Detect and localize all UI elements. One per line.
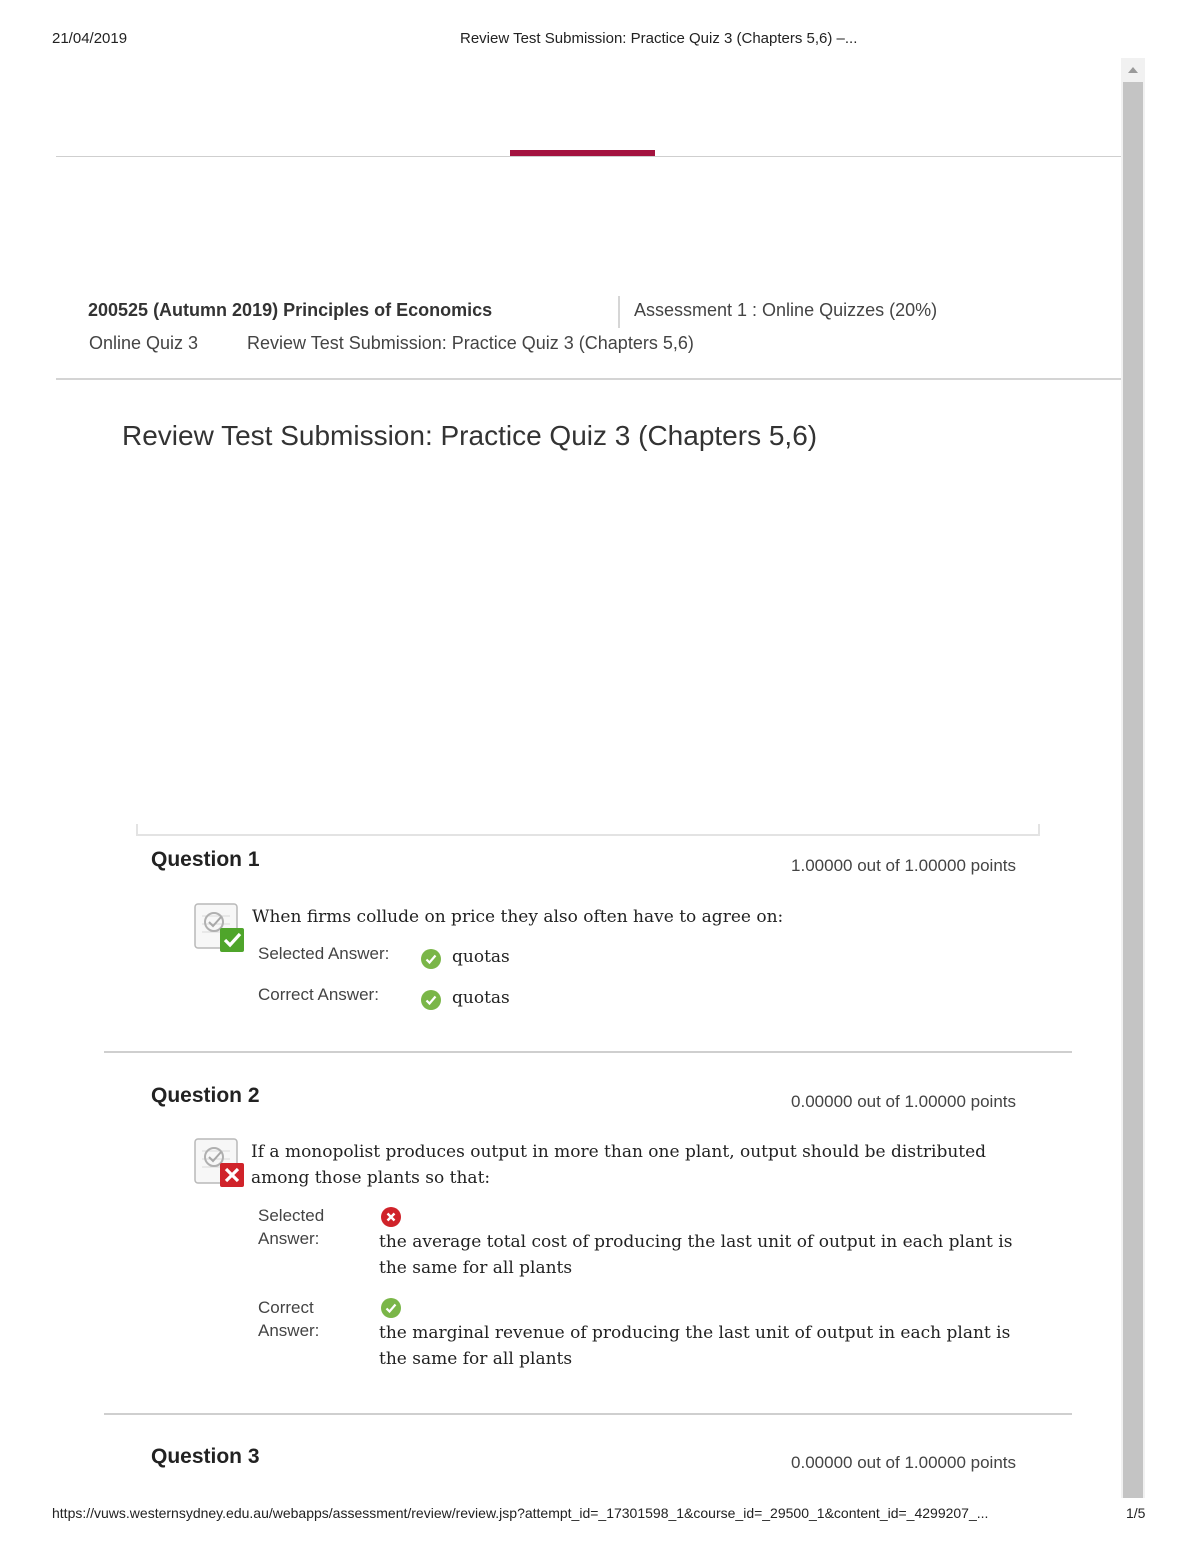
- breadcrumb-current-page: Review Test Submission: Practice Quiz 3 (Chapters 5,6): [247, 333, 694, 353]
- scrollbar-thumb[interactable]: [1123, 82, 1143, 1498]
- page-title: Review Test Submission: Practice Quiz 3 (Chapters 5,6): [122, 420, 818, 451]
- question-incorrect-icon: [194, 1137, 242, 1187]
- correct-answer: quotas: [452, 988, 510, 1008]
- selected-answer-line-1: the average total cost of producing the last unit of output in each plant is: [379, 1232, 1013, 1252]
- selected-label-line-2: Answer:: [258, 1229, 320, 1248]
- correct-answer: [379, 1320, 1019, 1372]
- correct-answer-line-2: the same for all plants: [379, 1349, 573, 1369]
- print-url: https://vuws.westernsydney.edu.au/webapps/assessment/review/review.jsp?attempt_id=_17301598_1&course_id=_29500_1&content_id=_4299207_...: [52, 1505, 989, 1521]
- scroll-up-arrow-icon[interactable]: [1123, 60, 1143, 80]
- question-1-title: Question 1: [151, 848, 260, 871]
- question-2-text: [251, 1139, 1011, 1191]
- top-divider: [56, 156, 1122, 157]
- print-title: Review Test Submission: Practice Quiz 3 (Chapters 5,6) –...: [460, 30, 858, 47]
- correct-check-icon: [421, 949, 441, 969]
- question-3-points: 0.00000 out of 1.00000 points: [791, 1453, 1016, 1472]
- question-2-points: 0.00000 out of 1.00000 points: [791, 1092, 1016, 1111]
- correct-label-line-1: Correct: [258, 1298, 314, 1317]
- question-2-title: Question 2: [151, 1084, 260, 1107]
- incorrect-x-icon: [381, 1207, 401, 1227]
- question-correct-icon: [194, 902, 242, 952]
- breadcrumb-section[interactable]: Assessment 1 : Online Quizzes (20%): [634, 300, 938, 320]
- question-divider: [104, 1051, 1072, 1053]
- selected-answer-label: [258, 1204, 324, 1250]
- selected-answer: quotas: [452, 947, 510, 967]
- print-page-number: 1/5: [1126, 1505, 1146, 1521]
- question-2-text-line-2: among those plants so that:: [251, 1168, 491, 1188]
- correct-answer-label: [258, 1296, 319, 1342]
- selected-answer-label: Selected Answer:: [258, 944, 390, 963]
- question-2-text-line-1: If a monopolist produces output in more than one plant, output should be distributed: [251, 1142, 987, 1162]
- question-1-text: When firms collude on price they also often have to agree on:: [252, 907, 784, 927]
- correct-label-line-2: Answer:: [258, 1321, 320, 1340]
- correct-check-icon: [381, 1298, 401, 1318]
- correct-answer-line-1: the marginal revenue of producing the last unit of output in each plant is: [379, 1323, 1011, 1343]
- correct-check-icon: [421, 990, 441, 1010]
- breadcrumb-folder[interactable]: Online Quiz 3: [89, 333, 199, 353]
- breadcrumb-separator: [618, 296, 620, 328]
- selected-label-line-1: Selected: [258, 1206, 325, 1225]
- print-date: 21/04/2019: [52, 30, 128, 47]
- active-tab-indicator: [510, 150, 655, 156]
- attempt-info-box: [136, 824, 1040, 836]
- breadcrumb-course[interactable]: 200525 (Autumn 2019) Principles of Economics: [88, 300, 493, 320]
- question-divider: [104, 1413, 1072, 1415]
- breadcrumb-divider: [56, 378, 1122, 380]
- selected-answer: [379, 1229, 1019, 1281]
- selected-answer-line-2: the same for all plants: [379, 1258, 573, 1278]
- question-3-title: Question 3: [151, 1445, 260, 1468]
- question-1-points: 1.00000 out of 1.00000 points: [791, 856, 1016, 875]
- correct-answer-label: Correct Answer:: [258, 985, 379, 1004]
